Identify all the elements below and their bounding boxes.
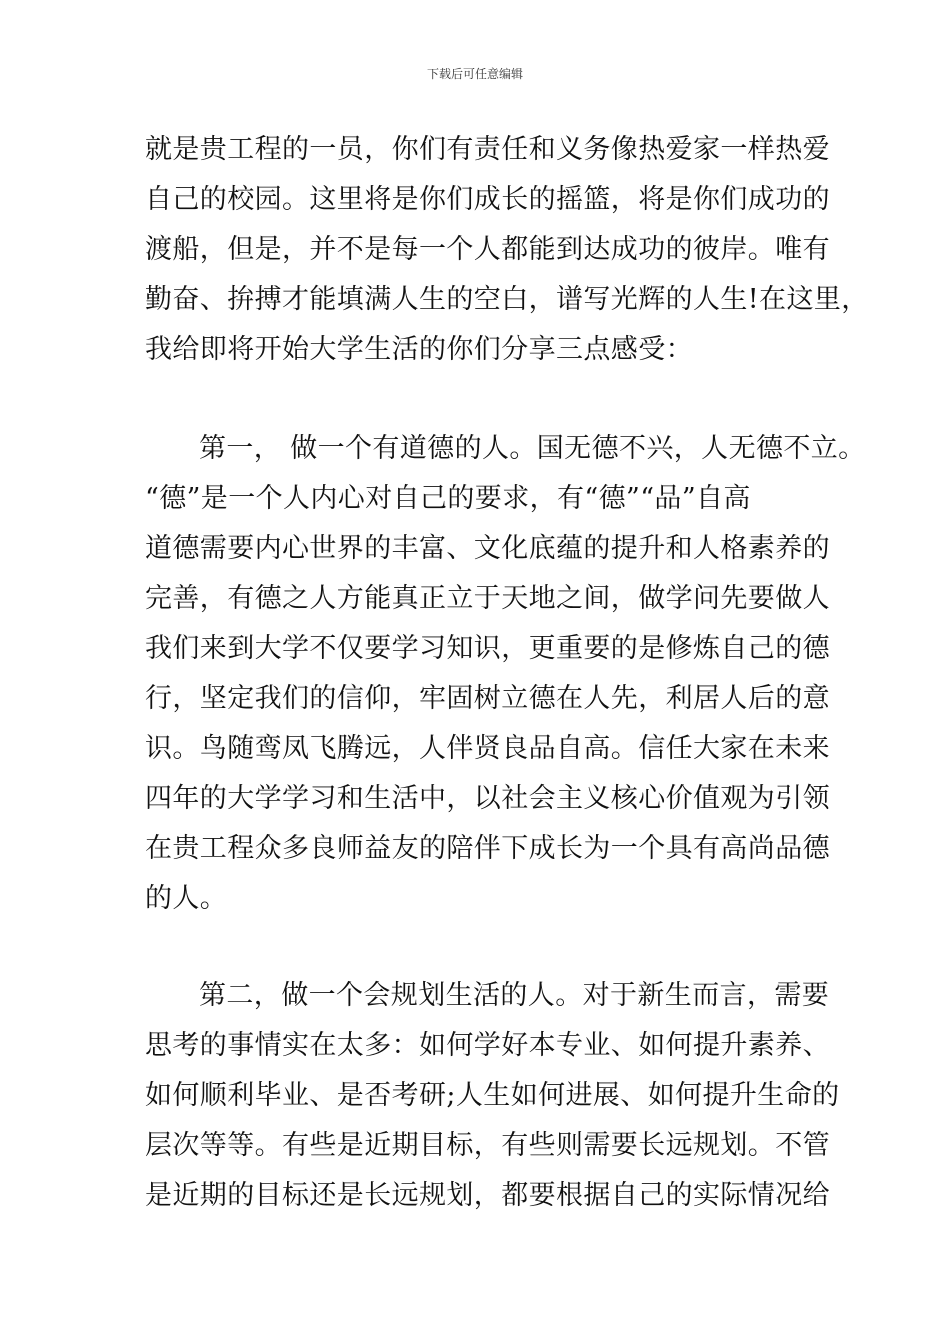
- page-header: 下载后可任意编辑: [426, 67, 523, 81]
- text-line: 的人。: [145, 883, 228, 914]
- text-line: 是近期的目标还是长远规划，都要根据自己的实际情况给: [145, 1180, 830, 1211]
- text-line: 四年的大学学习和生活中，以社会主义核心价值观为引领: [145, 783, 830, 814]
- text-line: 如何顺利毕业、是否考研;人生如何进展、如何提升生命的: [145, 1080, 840, 1111]
- text-line: 识。鸟随鸾凤飞腾远，人伴贤良品自高。信任大家在未来: [145, 733, 830, 764]
- text-line: 完善，有德之人方能真正立于天地之间，做学问先要做人: [145, 583, 830, 614]
- text-line: 我给即将开始大学生活的你们分享三点感受：: [145, 334, 693, 365]
- text-line: 我们来到大学不仅要学习知识，更重要的是修炼自己的德: [145, 633, 830, 664]
- text-line: 第一， 做一个有道德的人。国无德不兴，人无德不立。: [199, 433, 866, 464]
- text-line: 第二，做一个会规划生活的人。对于新生而言，需要: [199, 980, 830, 1011]
- text-line: 在贵工程众多良师益友的陪伴下成长为一个具有高尚品德: [145, 833, 830, 864]
- text-line: 行，坚定我们的信仰，牢固树立德在人先，利居人后的意: [145, 683, 830, 714]
- text-line: “德”是一个人内心对自己的要求，有“德”“品”自高: [145, 483, 751, 514]
- text-line: 就是贵工程的一员，你们有责任和义务像热爱家一样热爱: [145, 134, 830, 165]
- text-line: 渡船，但是，并不是每一个人都能到达成功的彼岸。唯有: [145, 234, 830, 265]
- text-line: 勤奋、拚搏才能填满人生的空白，谱写光辉的人生!在这里，: [145, 284, 869, 315]
- text-line: 层次等等。有些是近期目标，有些则需要长远规划。不管: [145, 1130, 830, 1161]
- text-line: 思考的事情实在太多：如何学好本专业、如何提升素养、: [145, 1030, 830, 1061]
- text-line: 道德需要内心世界的丰富、文化底蕴的提升和人格素养的: [145, 533, 830, 564]
- text-line: 自己的校园。这里将是你们成长的摇篮，将是你们成功的: [145, 184, 830, 215]
